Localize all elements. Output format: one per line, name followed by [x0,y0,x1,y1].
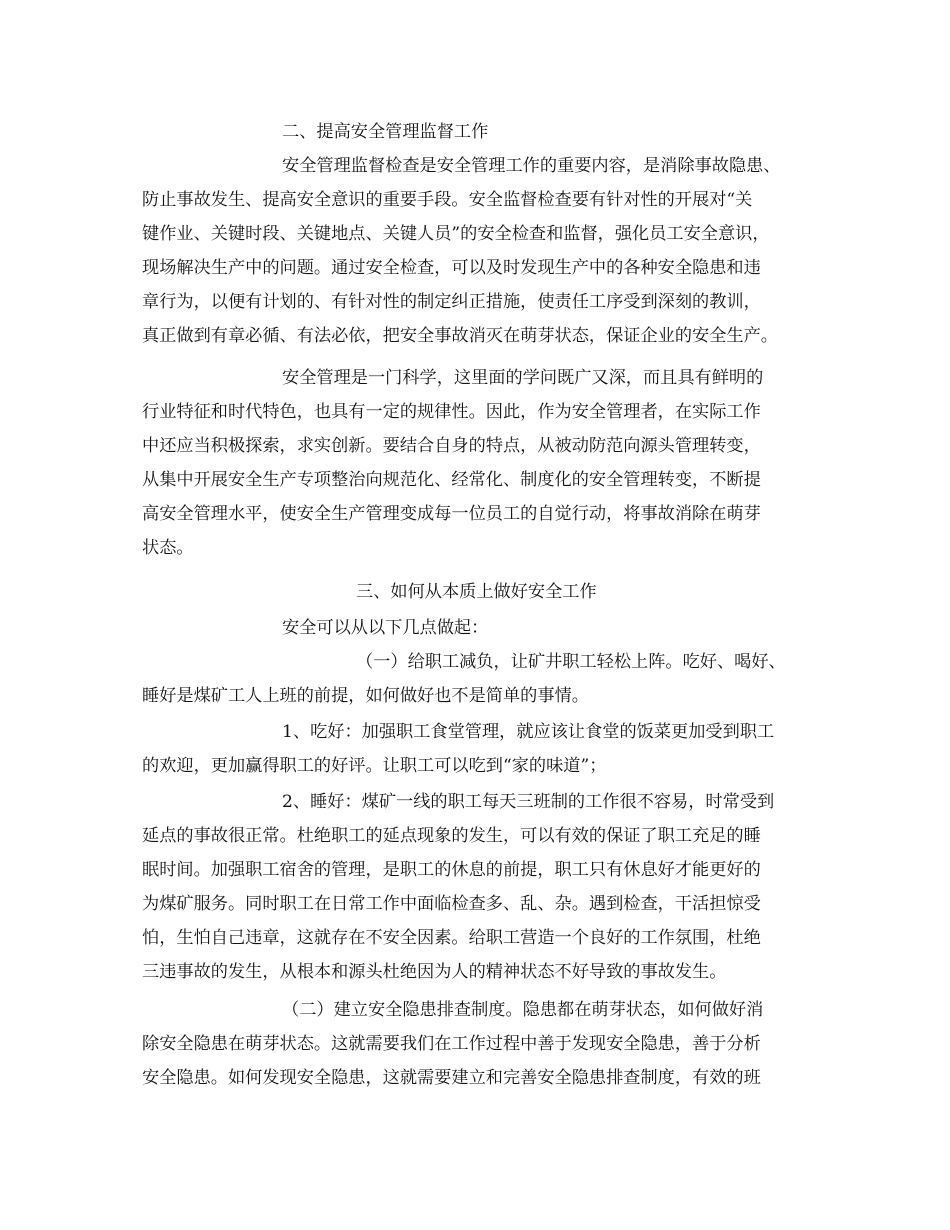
paragraph-line: 延点的事故很正常。杜绝职工的延点现象的发生，可以有效的保证了职工充足的睡 [142,826,761,846]
paragraph-line: 状态。 [142,538,194,558]
paragraph-line: （二）建立安全隐患排查制度。隐患都在萌芽状态，如何做好消 [282,1000,764,1020]
paragraph-line: 安全管理是一门科学，这里面的学问既广又深，而且具有鲜明的 [282,368,764,388]
paragraph-line: 安全管理监督检查是安全管理工作的重要内容，是消除事故隐患、 [282,156,781,176]
paragraph-line: 眠时间。加强职工宿舍的管理，是职工的休息的前提，职工只有休息好才能更好的 [142,860,761,880]
paragraph-line: 真正做到有章必循、有法必依，把安全事故消灭在萌芽状态，保证企业的安全生产。 [142,326,778,346]
paragraph-line: 从集中开展安全生产专项整治向规范化、经常化、制度化的安全管理转变，不断提 [142,470,761,490]
paragraph-line: 安全可以从以下几点做起： [282,618,489,638]
paragraph-line: 键作业、关键时段、关键地点、关键人员”的安全检查和监督，强化员工安全意识， [142,224,770,244]
paragraph-line: 为煤矿服务。同时职工在日常工作中面临检查多、乱、杂。遇到检查，干活担惊受 [142,894,761,914]
paragraph-line: 三违事故的发生，从根本和源头杜绝因为人的精神状态不好导致的事故发生。 [142,962,727,982]
paragraph-line: 章行为，以便有计划的、有针对性的制定纠正措施，使责任工序受到深刻的教训， [142,292,761,312]
paragraph-line: 2、睡好：煤矿一线的职工每天三班制的工作很不容易，时常受到 [282,792,775,812]
paragraph-line: 行业特征和时代特色，也具有一定的规律性。因此，作为安全管理者，在实际工作 [142,402,761,422]
paragraph-line: 安全隐患。如何发现安全隐患，这就需要建立和完善安全隐患排查制度，有效的班 [142,1068,761,1088]
paragraph-line: 除安全隐患在萌芽状态。这就需要我们在工作过程中善于发现安全隐患，善于分析 [142,1034,761,1054]
paragraph-line: 中还应当积极探索，求实创新。要结合自身的特点，从被动防范向源头管理转变， [142,436,761,456]
paragraph-line: 防止事故发生、提高安全意识的重要手段。安全监督检查要有针对性的开展对“关 [142,190,753,210]
paragraph-line: 1、吃好：加强职工食堂管理，就应该让食堂的饭菜更加受到职工 [282,722,775,742]
paragraph-line: 怕，生怕自己违章，这就存在不安全因素。给职工营造一个良好的工作氛围，杜绝 [142,928,761,948]
paragraph-line: 睡好是煤矿工人上班的前提，如何做好也不是简单的事情。 [142,686,589,706]
section-heading-2: 二、提高安全管理监督工作 [282,122,489,142]
paragraph-line: 的欢迎，更加赢得职工的好评。让职工可以吃到“家的味道”； [142,756,607,776]
paragraph-line: 现场解决生产中的问题。通过安全检查，可以及时发现生产中的各种安全隐患和违 [142,258,761,278]
section-heading-3: 三、如何从本质上做好安全工作 [356,582,597,602]
paragraph-line: 高安全管理水平，使安全生产管理变成每一位员工的自觉行动，将事故消除在萌芽 [142,504,761,524]
paragraph-line: （一）给职工减负，让矿井职工轻松上阵。吃好、喝好、 [356,652,786,672]
